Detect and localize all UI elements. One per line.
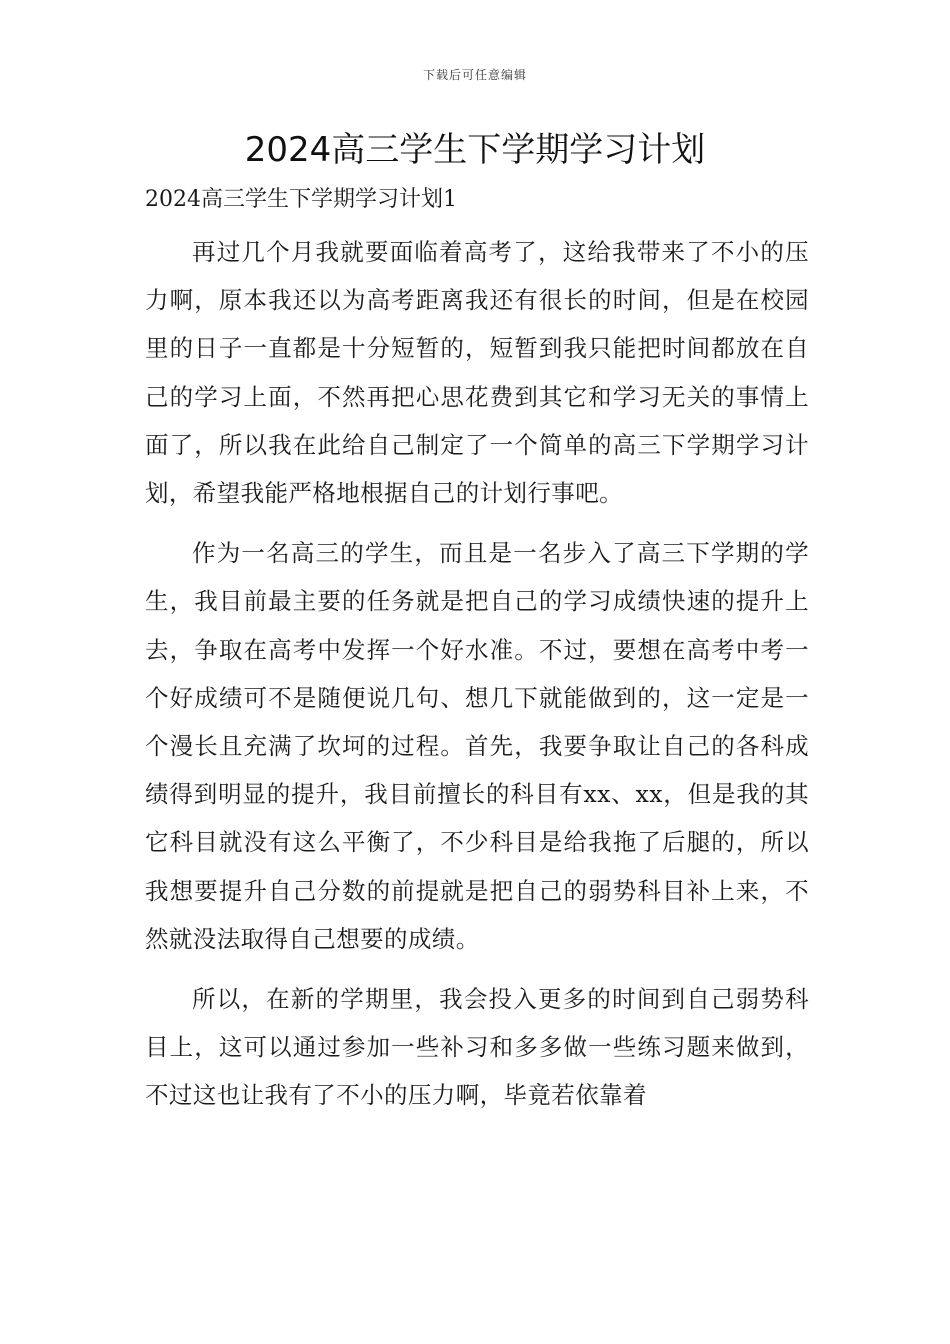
header-note: 下载后可任意编辑 xyxy=(422,68,527,82)
document-body xyxy=(145,228,809,1132)
section-subtitle: 2024高三学生下学期学习计划1 xyxy=(145,187,457,212)
paragraph-3: 所以，在新的学期里，我会投入更多的时间到自己弱势科目上，这可以通过参加一些补习和多多做一些练习题来做到，不过这也让我有了不小的压力啊，毕竟若依靠着 xyxy=(145,985,809,1110)
paragraph-1: 再过几个月我就要面临着高考了，这给我带来了不小的压力啊，原本我还以为高考距离我还有很长的时间，但是在校园里的日子一直都是十分短暂的，短暂到我只能把时间都放在自己的学习上面，不然再把心思花费到其它和学习无关的事情上面了，所以我在此给自己制定了一个简单的高三下学期学习计划，希望我能严格地根据自己的计划行事吧。 xyxy=(145,238,809,508)
paragraph-2: 作为一名高三的学生，而且是一名步入了高三下学期的学生，我目前最主要的任务就是把自己的学习成绩快速的提升上去，争取在高考中发挥一个好水准。不过，要想在高考中考一个好成绩可不是随便说几句、想几下就能做到的，这一定是一个漫长且充满了坎坷的过程。首先，我要争取让自己的各科成绩得到明显的提升，我目前擅长的科目有xx、xx，但是我的其它科目就没有这么平衡了，不少科目是给我拖了后腿的，所以我想要提升自己分数的前提就是把自己的弱势科目补上来，不然就没法取得自己想要的成绩。 xyxy=(145,539,809,953)
document-title: 2024高三学生下学期学习计划 xyxy=(244,130,706,170)
